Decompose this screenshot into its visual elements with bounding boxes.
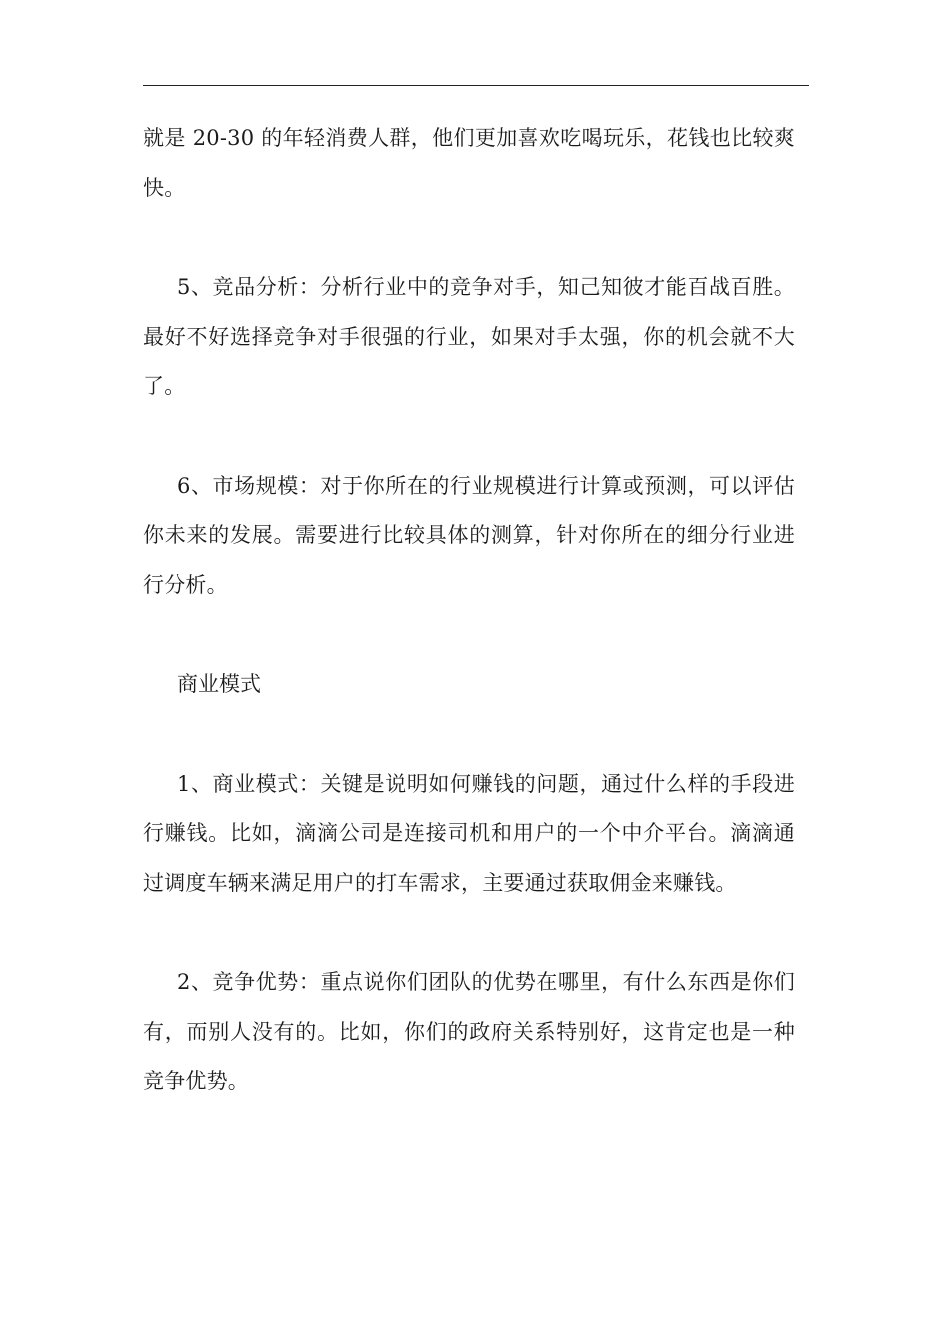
- paragraph-market-size: 6、市场规模：对于你所在的行业规模进行计算或预测，可以评估你未来的发展。需要进行比较具体的测算，针对你所在的细分行业进行分析。: [143, 473, 795, 597]
- paragraph-competitive-advantage: 2、竞争优势：重点说你们团队的优势在哪里，有什么东西是你们有，而别人没有的。比如，你们的政府关系特别好，这肯定也是一种竞争优势。: [143, 970, 795, 1093]
- paragraph-competitor-analysis: 5、竞品分析：分析行业中的竞争对手，知己知彼才能百战百胜。最好不好选择竞争对手很强的行业，如果对手太强，你的机会就不大了。: [143, 275, 795, 398]
- paragraph-business-model: 1、商业模式：关键是说明如何赚钱的问题，通过什么样的手段进行赚钱。比如，滴滴公司是连接司机和用户的一个中介平台。滴滴通过调度车辆来满足用户的打车需求，主要通过获取佣金来赚钱。: [143, 771, 795, 895]
- header-rule: [143, 85, 809, 86]
- paragraph-intro-tail: 就是 20-30 的年轻消费人群，他们更加喜欢吃喝玩乐，花钱也比较爽快。: [143, 126, 795, 200]
- document-body: [143, 114, 795, 1157]
- section-heading-business-model: 商业模式: [177, 672, 261, 696]
